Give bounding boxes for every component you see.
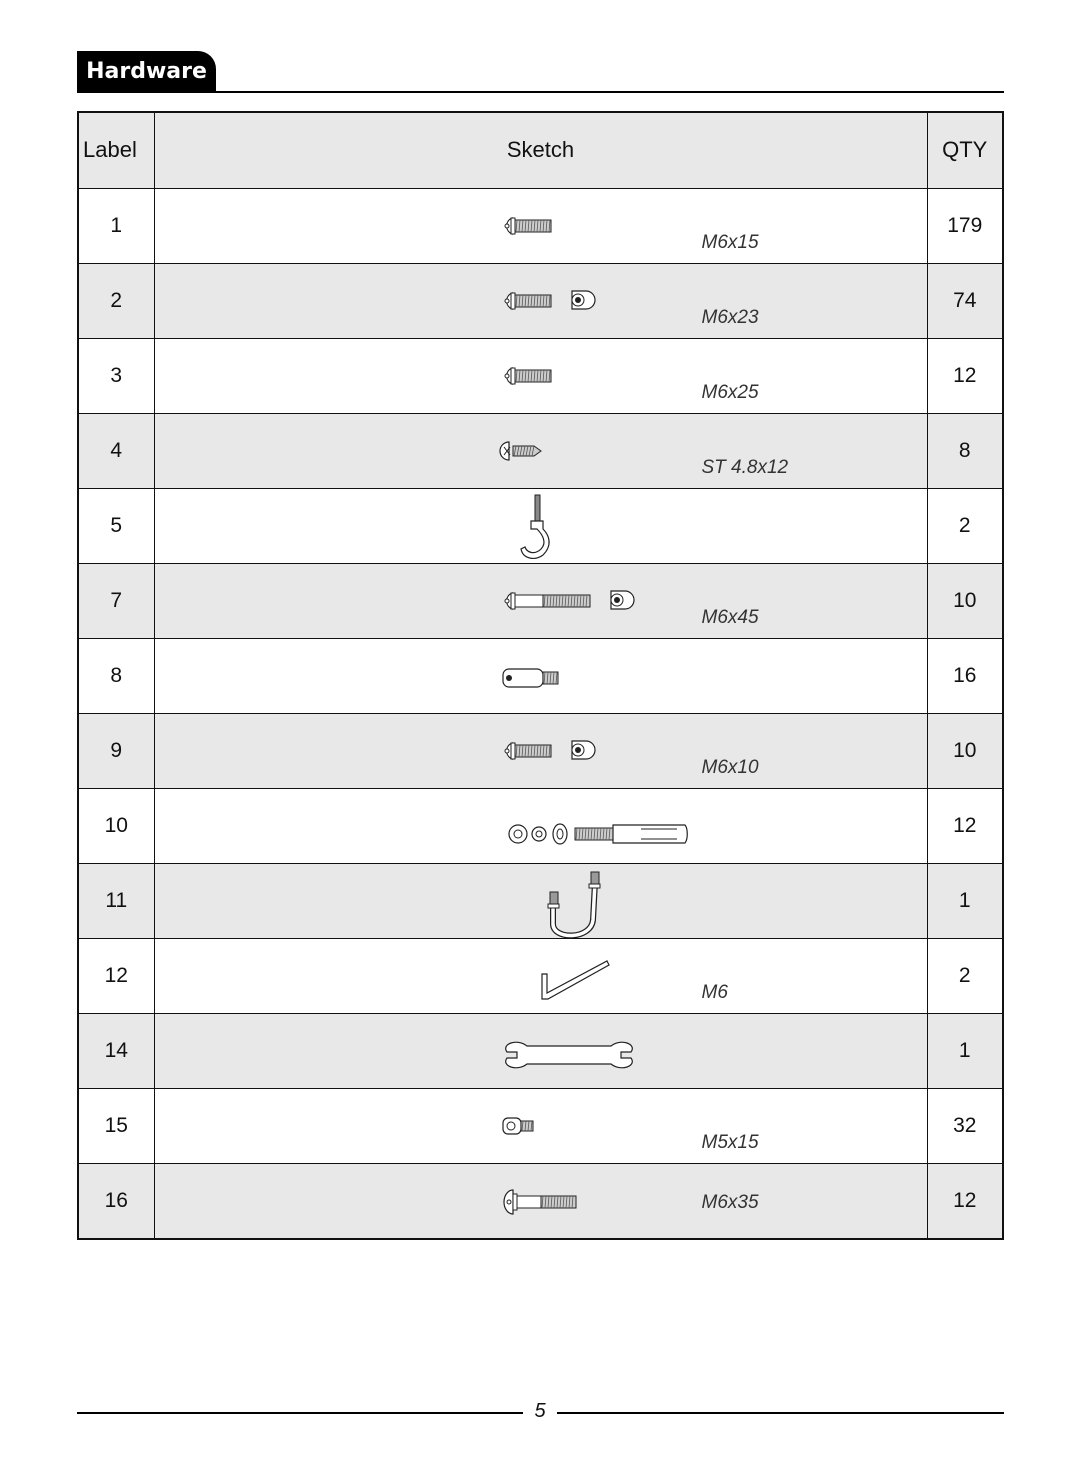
size-label: M5x15 [701,1131,759,1153]
button-head-bolt-icon [155,339,925,413]
row-qty: 2 [927,938,1003,1013]
row-label: 9 [78,713,154,788]
row-label: 14 [78,1013,154,1088]
bolt-with-cap-nut-icon [155,714,925,788]
row-label: 10 [78,788,154,863]
partially-threaded-bolt-icon [155,1164,925,1238]
self-tapping-screw-icon [155,414,925,488]
table-row [78,638,1003,713]
row-label: 3 [78,338,154,413]
table-row [78,563,1003,638]
hardware-table [77,111,1004,1240]
table-row [78,188,1003,263]
table-header-row [78,112,1003,188]
row-qty: 1 [927,1013,1003,1088]
table-row [78,338,1003,413]
screw-hook-icon [155,489,925,563]
size-label: ST 4.8x12 [701,456,789,478]
table-row [78,938,1003,1013]
open-end-wrench-icon [155,1014,925,1088]
size-label: M6x45 [701,606,759,628]
row-sketch [154,338,927,413]
table-row [78,488,1003,563]
header-qty: QTY [927,112,1003,188]
row-sketch [154,1013,927,1088]
row-qty: 179 [927,188,1003,263]
anchor-bolt-set-icon [155,789,925,863]
row-sketch [154,413,927,488]
row-qty: 8 [927,413,1003,488]
row-qty: 10 [927,563,1003,638]
table-row [78,1013,1003,1088]
size-label: M6x35 [701,1191,759,1213]
u-bolt-icon [155,864,925,938]
button-head-bolt-icon [155,189,925,263]
row-qty: 32 [927,1088,1003,1163]
row-qty: 12 [927,788,1003,863]
table-row [78,788,1003,863]
long-bolt-with-cap-nut-icon [155,564,925,638]
footer-rule-right [557,1412,1004,1414]
row-sketch [154,1163,927,1239]
row-qty: 74 [927,263,1003,338]
row-qty: 12 [927,338,1003,413]
row-label: 11 [78,863,154,938]
table-row [78,713,1003,788]
size-label: M6x15 [701,231,759,253]
row-sketch [154,188,927,263]
row-sketch [154,263,927,338]
row-qty: 10 [927,713,1003,788]
header-sketch: Sketch [154,112,927,188]
row-label: 12 [78,938,154,1013]
row-label: 5 [78,488,154,563]
table-row [78,263,1003,338]
table-row [78,1163,1003,1239]
row-label: 4 [78,413,154,488]
row-label: 7 [78,563,154,638]
row-sketch [154,863,927,938]
header-label: Label [78,112,154,188]
table-row [78,1088,1003,1163]
row-label: 16 [78,1163,154,1239]
row-sketch [154,1088,927,1163]
size-label: M6x10 [701,756,759,778]
row-label: 15 [78,1088,154,1163]
footer-rule-left [77,1412,523,1414]
table-row [78,863,1003,938]
allen-key-icon [155,939,925,1013]
row-sketch [154,788,927,863]
row-sketch [154,938,927,1013]
section-title: Hardware [77,51,216,92]
bolt-with-cap-nut-icon [155,264,925,338]
row-qty: 1 [927,863,1003,938]
standoff-spacer-icon [155,639,925,713]
socket-head-bolt-icon [155,1089,925,1163]
size-label: M6x25 [701,381,759,403]
row-sketch [154,713,927,788]
size-label: M6x23 [701,306,759,328]
table-row [78,413,1003,488]
row-qty: 16 [927,638,1003,713]
row-qty: 2 [927,488,1003,563]
row-label: 2 [78,263,154,338]
row-label: 8 [78,638,154,713]
row-sketch [154,488,927,563]
row-label: 1 [78,188,154,263]
size-label: M6 [701,981,728,1003]
page-number: 5 [534,1400,546,1422]
row-qty: 12 [927,1163,1003,1239]
row-sketch [154,638,927,713]
row-sketch [154,563,927,638]
section-divider [77,91,1004,93]
